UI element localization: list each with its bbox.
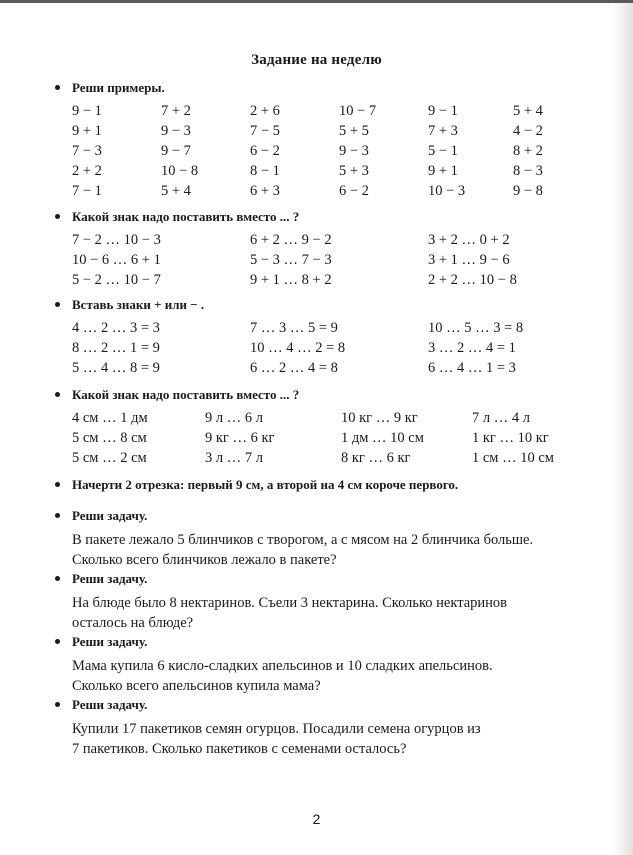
comparison: 3 + 2 … 0 + 2	[428, 232, 510, 248]
unit-comparison: 7 л … 4 л	[472, 410, 530, 426]
comparison: 5 − 2 … 10 − 7	[72, 272, 161, 288]
bullet-icon	[55, 392, 60, 397]
comparison: 6 + 2 … 9 − 2	[250, 232, 332, 248]
section-heading-solve-problem-4: Реши задачу.	[72, 697, 147, 713]
comparison: 5 − 3 … 7 − 3	[250, 252, 332, 268]
example: 5 + 4	[161, 183, 191, 199]
example: 7 + 2	[161, 103, 191, 119]
unit-comparison: 5 см … 2 см	[72, 450, 147, 466]
example: 5 − 1	[428, 143, 458, 159]
bullet-icon	[55, 302, 60, 307]
example: 9 − 3	[339, 143, 369, 159]
equation: 3 … 2 … 4 = 1	[428, 340, 516, 356]
example: 10 − 3	[428, 183, 466, 199]
example: 5 + 4	[513, 103, 543, 119]
example: 2 + 2	[72, 163, 102, 179]
section-heading-draw-segments: Начерти 2 отрезка: первый 9 см, а второй на 4 см короче первого.	[72, 477, 458, 493]
example: 5 + 5	[339, 123, 369, 139]
equation: 8 … 2 … 1 = 9	[72, 340, 160, 356]
unit-comparison: 5 см … 8 см	[72, 430, 147, 446]
unit-comparison: 1 см … 10 см	[472, 450, 554, 466]
example: 7 − 1	[72, 183, 102, 199]
unit-comparison: 8 кг … 6 кг	[341, 450, 411, 466]
page-title: Задание на неделю	[251, 52, 382, 68]
unit-comparison: 10 кг … 9 кг	[341, 410, 418, 426]
example: 5 + 3	[339, 163, 369, 179]
equation: 4 … 2 … 3 = 3	[72, 320, 160, 336]
unit-comparison: 1 кг … 10 кг	[472, 430, 549, 446]
example: 8 − 1	[250, 163, 280, 179]
equation: 6 … 2 … 4 = 8	[250, 360, 338, 376]
bullet-icon	[55, 85, 60, 90]
section-heading-which-sign: Какой знак надо поставить вместо ... ?	[72, 209, 299, 225]
example: 10 − 7	[339, 103, 377, 119]
bullet-icon	[55, 702, 60, 707]
bullet-icon	[55, 214, 60, 219]
comparison: 9 + 1 … 8 + 2	[250, 272, 332, 288]
section-heading-solve-examples: Реши примеры.	[72, 80, 165, 96]
example: 9 + 1	[428, 163, 458, 179]
comparison: 3 + 1 … 9 − 6	[428, 252, 510, 268]
example: 9 − 8	[513, 183, 543, 199]
problem-text-1: В пакете лежало 5 блинчиков с творогом, а с мясом на 2 блинчика больше. Сколько всего блинчиков лежало в пакете?	[72, 532, 534, 568]
problem-text-4: Купили 17 пакетиков семян огурцов. Посадили семена огурцов из 7 пакетиков. Сколько пакетиков с семенами осталось?	[72, 721, 481, 757]
example: 8 + 2	[513, 143, 543, 159]
unit-comparison: 9 л … 6 л	[205, 410, 263, 426]
example: 7 + 3	[428, 123, 458, 139]
bullet-icon	[55, 639, 60, 644]
bullet-icon	[55, 482, 60, 487]
section-heading-which-sign-units: Какой знак надо поставить вместо ... ?	[72, 387, 299, 403]
section-heading-solve-problem-3: Реши задачу.	[72, 634, 147, 650]
example: 10 − 8	[161, 163, 199, 179]
example: 7 − 5	[250, 123, 280, 139]
equation: 5 … 4 … 8 = 9	[72, 360, 160, 376]
unit-comparison: 4 см … 1 дм	[72, 410, 148, 426]
example: 9 − 1	[428, 103, 458, 119]
example: 4 − 2	[513, 123, 543, 139]
page-edge-shadow	[613, 3, 633, 855]
example: 2 + 6	[250, 103, 280, 119]
comparison: 10 − 6 … 6 + 1	[72, 252, 161, 268]
example: 6 − 2	[250, 143, 280, 159]
comparison: 7 − 2 … 10 − 3	[72, 232, 161, 248]
equation: 7 … 3 … 5 = 9	[250, 320, 338, 336]
example: 9 + 1	[72, 123, 102, 139]
example: 6 − 2	[339, 183, 369, 199]
unit-comparison: 9 кг … 6 кг	[205, 430, 275, 446]
equation: 6 … 4 … 1 = 3	[428, 360, 516, 376]
unit-comparison: 3 л … 7 л	[205, 450, 263, 466]
bullet-icon	[55, 513, 60, 518]
equation: 10 … 5 … 3 = 8	[428, 320, 524, 336]
problem-text-3: Мама купила 6 кисло-сладких апельсинов и 10 сладких апельсинов. Сколько всего апельсинов купила мама?	[72, 658, 493, 694]
example: 7 − 3	[72, 143, 102, 159]
section-heading-solve-problem-2: Реши задачу.	[72, 571, 147, 587]
section-heading-solve-problem-1: Реши задачу.	[72, 508, 147, 524]
unit-comparison: 1 дм … 10 см	[341, 430, 424, 446]
example: 6 + 3	[250, 183, 280, 199]
example: 9 − 1	[72, 103, 102, 119]
problem-text-2: На блюде было 8 нектаринов. Съели 3 нектарина. Сколько нектаринов осталось на блюде?	[72, 595, 508, 631]
example: 9 − 7	[161, 143, 191, 159]
example: 9 − 3	[161, 123, 191, 139]
bullet-icon	[55, 576, 60, 581]
comparison: 2 + 2 … 10 − 8	[428, 272, 517, 288]
example: 8 − 3	[513, 163, 543, 179]
section-heading-insert-signs: Вставь знаки + или − .	[72, 297, 204, 313]
equation: 10 … 4 … 2 = 8	[250, 340, 346, 356]
page-number: 2	[312, 811, 321, 827]
